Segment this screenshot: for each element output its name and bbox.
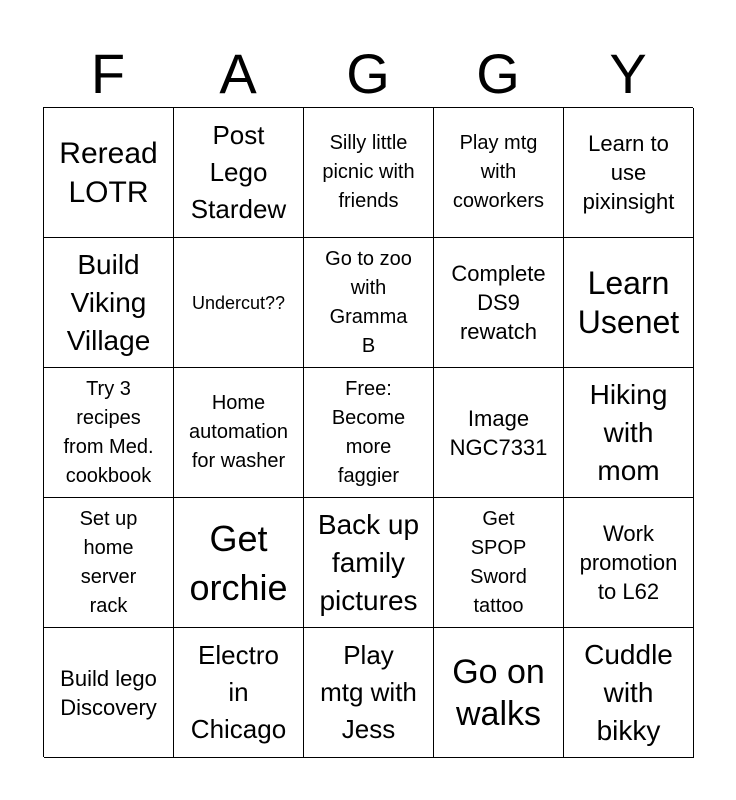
bingo-cell-r3c3[interactable]: [304, 368, 434, 498]
cell-text: Set up home server rack: [79, 507, 138, 617]
header-letter-a: A: [219, 42, 257, 105]
bingo-grid: [43, 107, 693, 757]
cell-text: Post Lego Stardew: [190, 120, 287, 224]
cell-text: Back up family pictures: [317, 508, 420, 616]
bingo-cell-r4c1[interactable]: [44, 498, 174, 628]
bingo-cell-r2c5[interactable]: [564, 238, 694, 368]
cell-text: Try 3 recipes from Med. cookbook: [63, 377, 154, 487]
bingo-cell-r5c5[interactable]: [564, 628, 694, 758]
bingo-cell-r3c5[interactable]: [564, 368, 694, 498]
bingo-cell-r2c1[interactable]: [44, 238, 174, 368]
cell-text: Play mtg with Jess: [320, 640, 417, 744]
header-letter-y: Y: [609, 42, 647, 105]
bingo-cell-r3c1[interactable]: [44, 368, 174, 498]
bingo-cell-r5c4[interactable]: [434, 628, 564, 758]
bingo-cell-r4c5[interactable]: [564, 498, 694, 628]
cell-text: Go on walks: [452, 652, 545, 733]
bingo-cell-r1c5[interactable]: [564, 108, 694, 238]
cell-text: Free: Become more faggier: [331, 377, 406, 487]
bingo-cell-r3c2[interactable]: [174, 368, 304, 498]
bingo-header: [43, 40, 693, 108]
cell-text: Undercut??: [191, 292, 286, 313]
bingo-cell-r5c2[interactable]: [174, 628, 304, 758]
bingo-cell-r2c2[interactable]: [174, 238, 304, 368]
cell-text: Get SPOP Sword tattoo: [470, 507, 527, 617]
cell-text: Play mtg with coworkers: [452, 132, 545, 212]
bingo-cell-r2c3[interactable]: [304, 238, 434, 368]
header-letter-g1: G: [346, 42, 390, 105]
cell-text: Work promotion to L62: [579, 521, 678, 604]
bingo-cell-r1c4[interactable]: [434, 108, 564, 238]
cell-text: Build Viking Village: [66, 248, 151, 356]
header-letter-g2: G: [476, 42, 520, 105]
bingo-cell-r4c3[interactable]: [304, 498, 434, 628]
cell-text: Go to zoo with Gramma B: [325, 247, 412, 357]
cell-text: Learn Usenet: [577, 264, 680, 340]
cell-text: Build lego Discovery: [60, 665, 157, 720]
cell-text: Image NGC7331: [449, 405, 548, 460]
cell-text: Home automation for washer: [189, 392, 288, 472]
bingo-cell-r1c3[interactable]: [304, 108, 434, 238]
cell-text: Hiking with mom: [589, 378, 668, 486]
header-letter-f: F: [90, 42, 126, 105]
cell-text: Cuddle with bikky: [584, 638, 673, 746]
bingo-cell-r5c1[interactable]: [44, 628, 174, 758]
bingo-cell-r1c1[interactable]: [44, 108, 174, 238]
cell-text: Reread LOTR: [59, 136, 158, 209]
cell-text: Learn to use pixinsight: [582, 131, 675, 214]
bingo-cell-r4c4[interactable]: [434, 498, 564, 628]
cell-text: Complete DS9 rewatch: [451, 261, 546, 344]
bingo-cell-r2c4[interactable]: [434, 238, 564, 368]
cell-text: Silly little picnic with friends: [322, 132, 415, 212]
bingo-cell-r5c3[interactable]: [304, 628, 434, 758]
bingo-cell-r4c2[interactable]: [174, 498, 304, 628]
cell-text: Get orchie: [189, 517, 288, 608]
bingo-cell-r1c2[interactable]: [174, 108, 304, 238]
cell-text: Electro in Chicago: [190, 640, 287, 744]
bingo-cell-r3c4[interactable]: [434, 368, 564, 498]
